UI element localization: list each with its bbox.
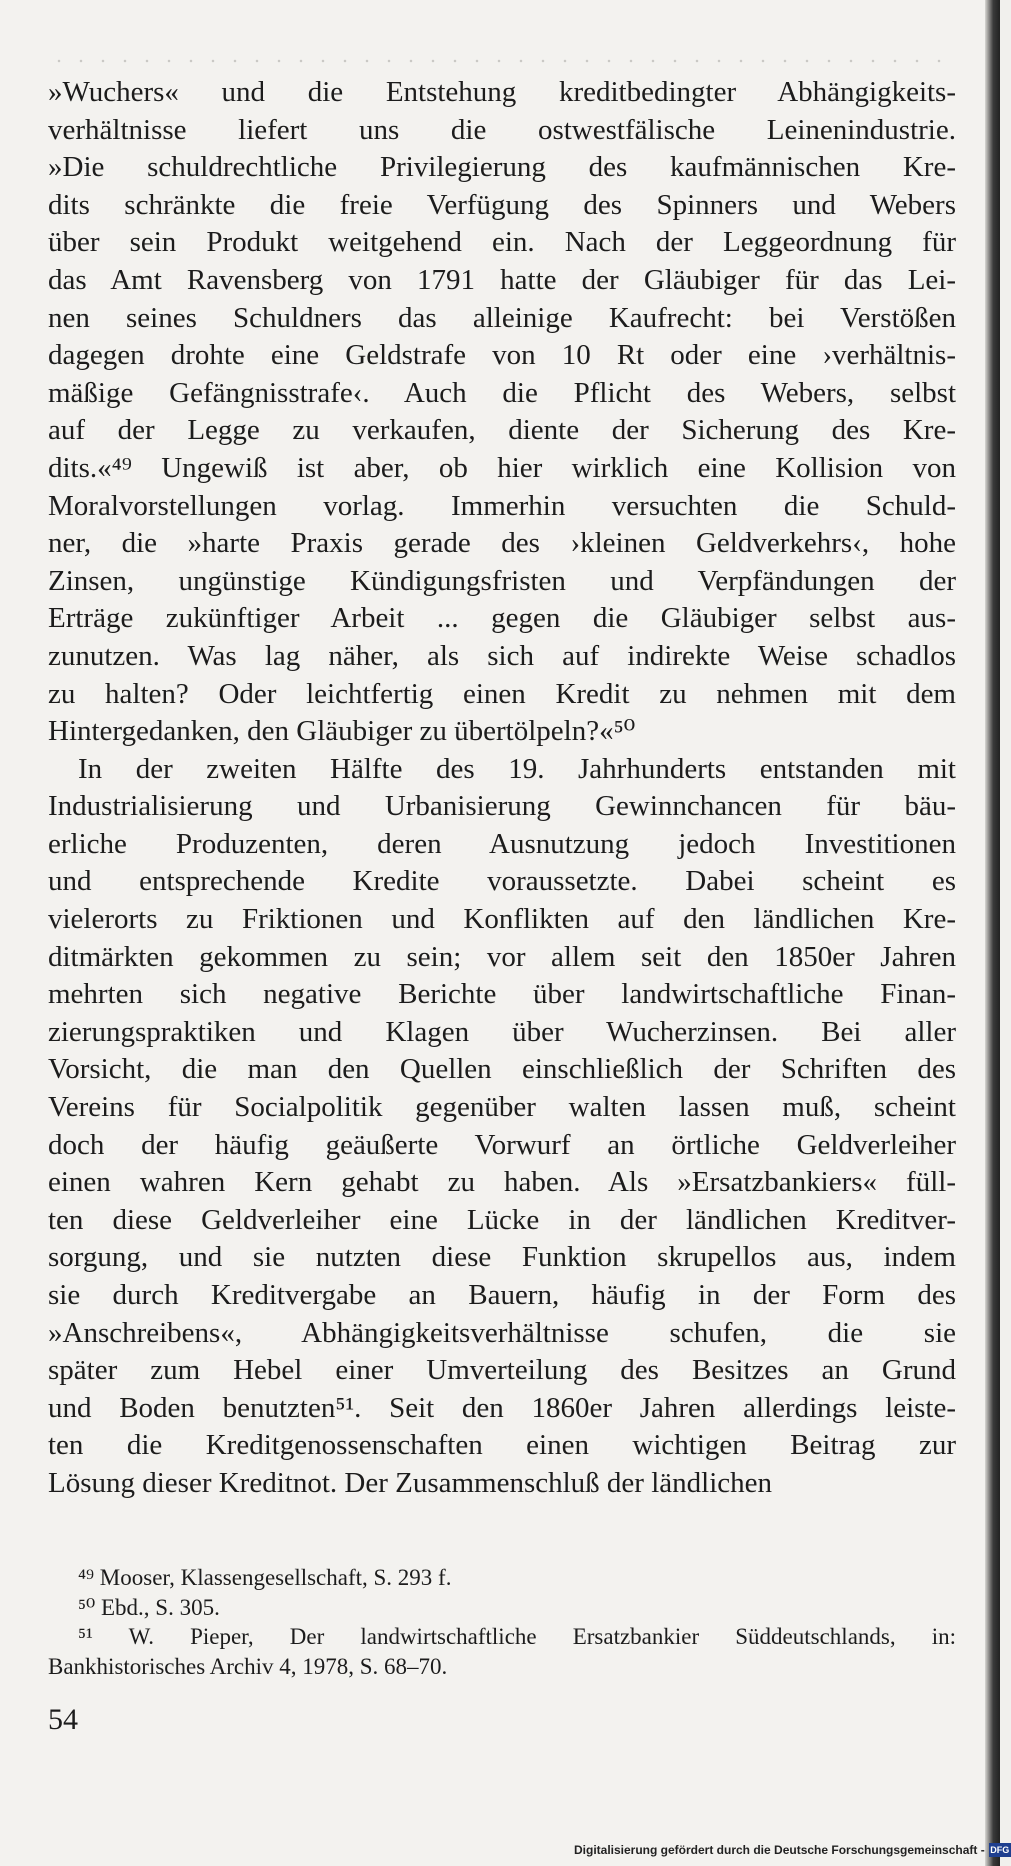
text-line: Industrialisierung und Urbanisierung Gewinnchancen für bäu- (48, 790, 956, 823)
text-line: erliche Produzenten, deren Ausnutzung jedoch Investitionen (48, 827, 956, 860)
footer-text: Digitalisierung gefördert durch die Deutsche Forschungsgemeinschaft - (574, 1843, 985, 1857)
text-line: verhältnisse liefert uns die ostwestfälische Leinenindustrie. (48, 113, 956, 146)
text-line: Zinsen, ungünstige Kündigungsfristen und Verpfändungen der (48, 564, 956, 597)
footnote-line: ⁵¹ W. Pieper, Der landwirtschaftliche Ersatzbankier Süddeutschlands, in: (78, 1624, 956, 1649)
text-line: und Boden benutzten⁵¹. Seit den 1860er Jahren allerdings leiste- (48, 1391, 956, 1424)
text-line: ten diese Geldverleiher eine Lücke in der ländlichen Kreditver- (48, 1203, 956, 1236)
text-line: dits schränkte die freie Verfügung des Spinners und Webers (48, 188, 956, 221)
footnote-line: ⁵⁰ Ebd., S. 305. (78, 1594, 220, 1620)
text-line: ditmärkten gekommen zu sein; vor allem seit den 1850er Jahren (48, 940, 956, 973)
text-line: Vorsicht, die man den Quellen einschließlich der Schriften des (48, 1053, 956, 1086)
digitization-footer (574, 1843, 1011, 1857)
text-line: einen wahren Kern gehabt zu haben. Als »Ersatzbankiers« füll- (48, 1166, 956, 1199)
text-line: ner, die »harte Praxis gerade des ›kleinen Geldverkehrs‹, hohe (48, 527, 956, 560)
text-line: dits.«⁴⁹ Ungewiß ist aber, ob hier wirklich eine Kollision von (48, 451, 956, 484)
text-line: »Anschreibens«, Abhängigkeitsverhältnisse schufen, die sie (48, 1316, 956, 1349)
text-line: das Amt Ravensberg von 1791 hatte der Gläubiger für das Lei- (48, 263, 956, 296)
text-line: Erträge zukünftiger Arbeit ... gegen die Gläubiger selbst aus- (48, 602, 956, 635)
dfg-logo: DFG (990, 1845, 1010, 1855)
text-line: auf der Legge zu verkaufen, diente der Sicherung des Kre- (48, 414, 956, 447)
footnote-line: Bankhistorisches Archiv 4, 1978, S. 68–70. (48, 1653, 448, 1679)
page-edge-shadow (985, 0, 1000, 1866)
text-line: zierungspraktiken und Klagen über Wucherzinsen. Bei aller (48, 1015, 956, 1048)
text-line: sorgung, und sie nutzten diese Funktion skrupellos aus, indem (48, 1241, 956, 1274)
footnote-line: ⁴⁹ Mooser, Klassengesellschaft, S. 293 f. (78, 1565, 452, 1590)
text-line: Vereins für Socialpolitik gegenüber walten lassen muß, scheint (48, 1091, 956, 1124)
text-line: später zum Hebel einer Umverteilung des Besitzes an Grund (48, 1354, 956, 1387)
text-line: ten die Kreditgenossenschaften einen wichtigen Beitrag zur (48, 1429, 956, 1462)
text-line: mehrten sich negative Berichte über landwirtschaftliche Finan- (48, 978, 956, 1011)
page-number: 54 (48, 1703, 78, 1736)
footnotes (48, 1563, 956, 1681)
text-line: zunutzen. Was lag näher, als sich auf indirekte Weise schadlos (48, 639, 956, 672)
text-line: zu halten? Oder leichtfertig einen Kredit zu nehmen mit dem (48, 677, 956, 710)
text-line: nen seines Schuldners das alleinige Kaufrecht: bei Verstößen (48, 301, 956, 334)
text-line: vielerorts zu Friktionen und Konflikten auf den ländlichen Kre- (48, 903, 956, 936)
text-line: dagegen drohte eine Geldstrafe von 10 Rt oder eine ›verhältnis- (48, 339, 956, 372)
text-line: In der zweiten Hälfte des 19. Jahrhunderts entstanden mit (78, 752, 956, 785)
body-text (48, 74, 956, 1503)
text-line: und entsprechende Kredite voraussetzte. Dabei scheint es (48, 865, 956, 898)
text-line: »Die schuldrechtliche Privilegierung des kaufmännischen Kre- (48, 151, 956, 184)
text-line: Hintergedanken, den Gläubiger zu übertölpeln?«⁵⁰ (48, 715, 636, 748)
text-line: über sein Produkt weitgehend ein. Nach der Leggeordnung für (48, 226, 956, 259)
text-line: Moralvorstellungen vorlag. Immerhin versuchten die Schuld- (48, 489, 956, 522)
text-line: »Wuchers« und die Entstehung kreditbedingter Abhängigkeits- (48, 76, 956, 108)
text-line: Lösung dieser Kreditnot. Der Zusammenschluß der ländlichen (48, 1466, 772, 1499)
text-line: sie durch Kreditvergabe an Bauern, häufig in der Form des (48, 1279, 956, 1311)
text-line: doch der häufig geäußerte Vorwurf an örtliche Geldverleiher (48, 1128, 956, 1161)
header-dotted-rule (48, 58, 948, 64)
text-line: mäßige Gefängnisstrafe‹. Auch die Pflicht des Webers, selbst (48, 376, 956, 409)
